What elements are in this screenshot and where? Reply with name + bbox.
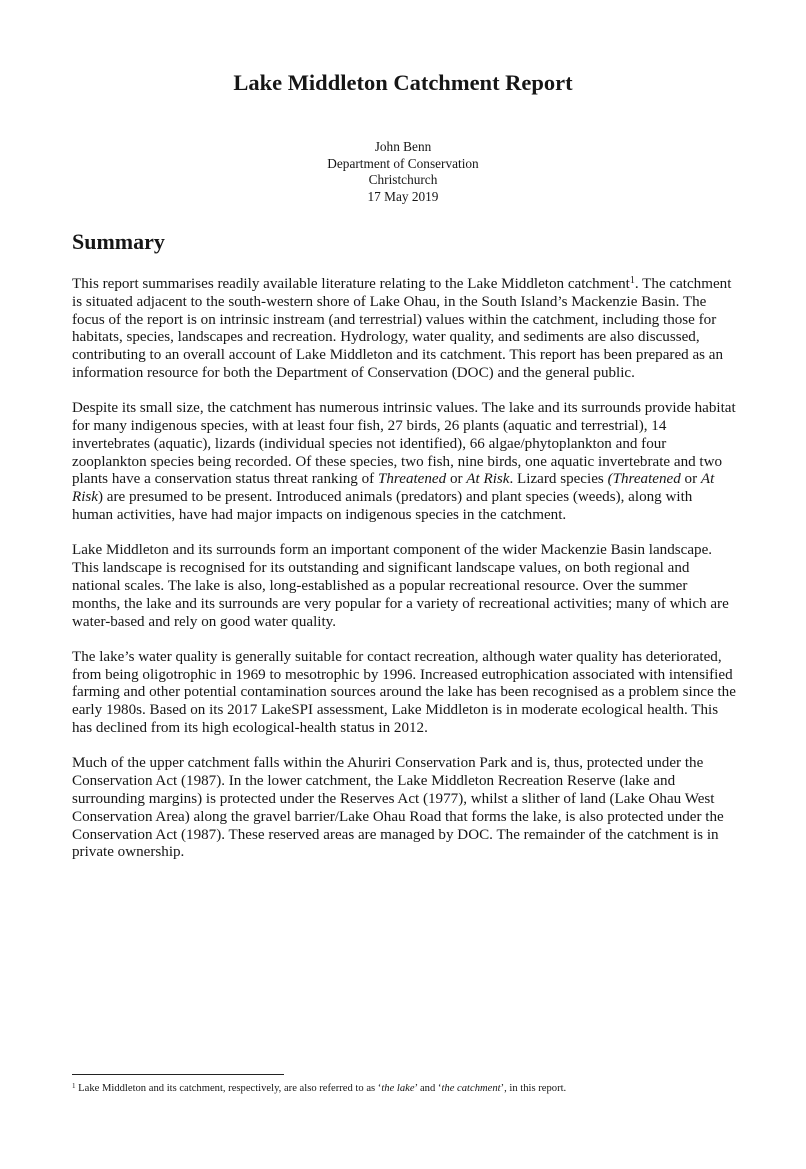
footnote	[72, 1082, 772, 1095]
paragraph-text: . The catchment is situated adjacent to the south-western shore of Lake Ohau, in the South Island’s Mackenzie Basin. The focus of the report is on intrinsic instream (and terrestrial) values within the catchment, including those for habitats, species, landscapes and recreation. Hydrology, water quality, and sediments are also discussed, contributing to an overall account of Lake Middleton and its catchment. This report has been prepared as an information resource for both the Department of Conservation (DOC) and the general public.	[72, 276, 732, 381]
footnote-reference[interactable]: 1	[629, 275, 635, 286]
report-title: Lake Middleton Catchment Report	[233, 70, 573, 95]
author-block	[0, 139, 806, 205]
paragraph-text: This report summarises readily available literature relating to the Lake Middleton catchment	[72, 276, 630, 292]
author-organisation: Department of Conservation	[327, 155, 479, 171]
summary-paragraph-2	[72, 400, 736, 525]
emphasis-text: Threatened	[377, 471, 447, 488]
summary-paragraph-3: Lake Middleton and its surrounds form an important component of the wider Mackenzie Basin landscape. This landscape is recognised for its outstanding and significant landscape values, on both regional and national scales. The lake is also, long-established as a popular recreational resource. Over the summer months, the lake and its surrounds are very popular for a variety of recreational activities; many of which are water-based and rely on good water quality.	[72, 542, 729, 630]
summary-paragraph-4: The lake’s water quality is generally suitable for contact recreation, although water quality has deteriorated, from being oligotrophic in 1969 to mesotrophic by 1996. Increased eutrophication associated with intensified farming and other potential contamination sources around the lake has been recognised as a problem since the early 1980s. Based on its 2017 LakeSPI assessment, Lake Middleton is in moderate ecological health. This has declined from its high ecological-health status in 2012.	[72, 648, 736, 737]
report-date: 17 May 2019	[367, 188, 439, 204]
emphasis-text: At Risk	[72, 471, 715, 506]
paragraph-text: Despite its small size, the catchment has numerous intrinsic values. The lake and its surrounds provide habitat for many indigenous species, with at least four fish, 27 birds, 26 plants (aquatic and terrestrial), 14 invertebrates (aquatic), lizards (individual species not identified), 66 algae/phytoplankton and four zooplankton species being recorded. Of these species, two fish, nine birds, one aquatic invertebrate and two plants have a conservation status threat ranking of	[72, 400, 736, 488]
footnote-text: ’, in this report.	[500, 1083, 567, 1094]
summary-paragraph-5: Much of the upper catchment falls within the Ahuriri Conservation Park and is, thus, protected under the Conservation Act (1987). In the lower catchment, the Lake Middleton Recreation Reserve (lake and surrounding margins) is protected under the Reserves Act (1977), whilst a slither of land (Lake Ohau West Conservation Area) along the gravel barrier/Lake Ohau Road that forms the lake, is also protected under the Conservation Act (1987). These reserved areas are managed by DOC. The remainder of the catchment is in private ownership.	[72, 755, 724, 861]
footnote-number: 1	[72, 1082, 76, 1090]
footnote-text: ’ and ‘	[414, 1083, 442, 1094]
footnote-text: Lake Middleton and its catchment, respectively, are also referred to as ‘	[75, 1083, 382, 1094]
footnote-emphasis: the lake	[381, 1083, 415, 1094]
summary-body	[72, 276, 736, 880]
footnote-emphasis: the catchment	[441, 1083, 501, 1094]
paragraph-text: . Lizard species	[509, 471, 608, 488]
emphasis-text: At Risk	[466, 471, 510, 488]
footnote-divider	[72, 1074, 284, 1075]
summary-paragraph-1	[72, 276, 736, 383]
author-name: John Benn	[374, 139, 432, 154]
paragraph-text: or	[680, 471, 701, 488]
paragraph-text: ) are presumed to be present. Introduced animals (predators) and plant species (weeds), along with human activities, have had major impacts on indigenous species in the catchment.	[72, 489, 693, 524]
summary-heading: Summary	[72, 229, 165, 254]
emphasis-text: (Threatened	[607, 471, 681, 488]
paragraph-text: or	[446, 471, 467, 488]
author-location: Christchurch	[368, 172, 438, 187]
